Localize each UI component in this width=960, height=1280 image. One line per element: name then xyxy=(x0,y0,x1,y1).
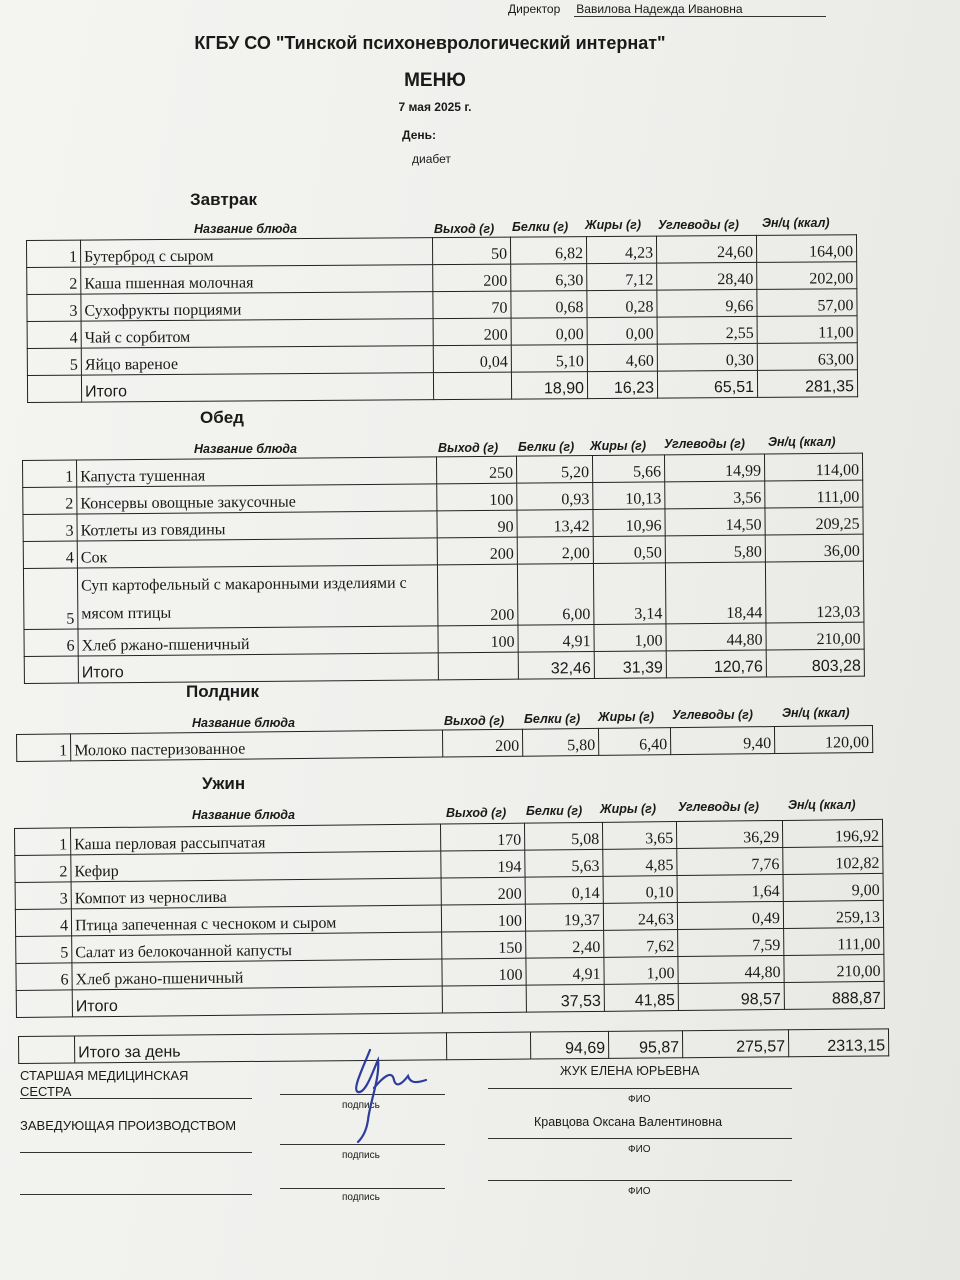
dish-yield: 100 xyxy=(437,483,517,511)
extra-position-line xyxy=(20,1194,252,1195)
col-header-yield: Выход (г) xyxy=(438,441,499,455)
manager-signature-line xyxy=(280,1144,445,1145)
dish-protein: 13,42 xyxy=(517,510,593,538)
row-number: 5 xyxy=(27,348,81,375)
dish-energy: 209,25 xyxy=(765,507,863,535)
col-header-fat: Жиры (г) xyxy=(598,710,655,724)
dish-fat: 10,96 xyxy=(593,509,665,537)
col-header-fat: Жиры (г) xyxy=(600,802,657,816)
row-number: 6 xyxy=(16,963,72,991)
dish-yield: 200 xyxy=(433,318,511,346)
menu-date: 7 мая 2025 г. xyxy=(398,100,472,114)
total-protein: 18,90 xyxy=(511,372,587,400)
dish-name: Котлеты из говядины xyxy=(77,511,437,541)
dish-protein: 0,00 xyxy=(511,318,587,346)
dish-fat: 3,14 xyxy=(593,563,666,625)
extra-fio-line xyxy=(488,1180,792,1181)
dish-protein: 5,20 xyxy=(516,456,592,484)
table-row xyxy=(23,561,864,629)
row-number: 3 xyxy=(27,294,81,321)
col-header-carbs: Углеводы (г) xyxy=(664,437,745,451)
dish-protein: 5,08 xyxy=(524,822,602,850)
dish-carbs: 0,30 xyxy=(657,343,757,371)
dish-energy: 63,00 xyxy=(757,343,857,371)
total-label: Итого xyxy=(78,653,438,683)
dish-yield: 200 xyxy=(437,537,517,565)
dish-energy: 196,92 xyxy=(782,819,882,847)
diet-type: диабет xyxy=(412,152,451,166)
dish-energy: 210,00 xyxy=(766,622,864,650)
dish-yield: 194 xyxy=(441,850,525,878)
dinner-rows xyxy=(15,819,885,1017)
dish-carbs: 7,59 xyxy=(678,928,784,956)
handwritten-signature xyxy=(340,1030,430,1145)
dish-carbs: 5,80 xyxy=(665,535,765,563)
col-header-name: Название блюда xyxy=(194,222,297,236)
dish-fat: 0,28 xyxy=(587,290,657,317)
dish-protein: 4,91 xyxy=(526,957,604,985)
dish-name: Молоко пастеризованное xyxy=(71,730,443,761)
dish-energy: 111,00 xyxy=(765,480,863,508)
dish-energy: 11,00 xyxy=(757,316,857,344)
dish-carbs: 24,60 xyxy=(656,235,756,263)
dish-protein: 5,80 xyxy=(522,728,598,756)
dish-protein: 0,14 xyxy=(525,876,603,904)
col-header-energy: Эн/ц (ккал) xyxy=(788,798,856,812)
row-number: 1 xyxy=(27,240,81,267)
dish-carbs: 2,55 xyxy=(657,316,757,344)
dish-yield: 150 xyxy=(442,931,526,959)
col-header-energy: Эн/ц (ккал) xyxy=(762,216,830,230)
col-header-name: Название блюда xyxy=(192,716,295,730)
dish-fat: 0,00 xyxy=(587,317,657,344)
total-protein: 37,53 xyxy=(526,984,604,1012)
dish-yield: 200 xyxy=(441,877,525,905)
nurse-fio-caption: ФИО xyxy=(628,1094,651,1105)
dish-name: Хлеб ржано-пшеничный xyxy=(78,626,438,656)
dish-fat: 0,10 xyxy=(603,876,677,904)
dish-fat: 4,85 xyxy=(603,849,677,877)
total-yield xyxy=(438,652,518,680)
nurse-name: ЖУК ЕЛЕНА ЮРЬЕВНА xyxy=(560,1064,700,1078)
total-label: Итого xyxy=(72,986,442,1017)
total-carbs: 65,51 xyxy=(657,370,757,398)
dish-fat: 3,65 xyxy=(602,822,676,850)
col-header-protein: Белки (г) xyxy=(524,712,581,726)
dish-carbs: 7,76 xyxy=(677,847,783,875)
dish-fat: 4,23 xyxy=(586,236,656,263)
dish-fat: 6,40 xyxy=(598,728,670,756)
row-number: 1 xyxy=(15,828,71,856)
total-yield xyxy=(442,985,526,1013)
dish-name: Яйцо вареное xyxy=(81,346,433,375)
dish-carbs: 3,56 xyxy=(665,481,765,509)
snack-table xyxy=(16,725,873,762)
dish-yield: 250 xyxy=(436,456,516,484)
total-fat: 41,85 xyxy=(604,984,678,1012)
dish-protein: 19,37 xyxy=(525,903,603,931)
dish-energy: 111,00 xyxy=(784,927,884,955)
dish-name: Хлеб ржано-пшеничный xyxy=(72,959,442,990)
nurse-fio-line xyxy=(488,1088,792,1089)
dish-name: Кефир xyxy=(71,851,441,882)
dish-protein: 5,10 xyxy=(511,345,587,373)
dish-carbs: 44,80 xyxy=(678,955,784,983)
day-label: День: xyxy=(402,128,436,142)
dish-carbs: 14,50 xyxy=(665,508,765,536)
manager-sign-caption: подпись xyxy=(342,1150,380,1161)
dish-fat: 0,50 xyxy=(593,536,665,564)
dish-energy: 114,00 xyxy=(764,453,862,481)
dish-carbs: 36,29 xyxy=(676,820,782,848)
row-number: 2 xyxy=(15,855,71,883)
dish-protein: 6,30 xyxy=(511,264,587,292)
dish-carbs: 28,40 xyxy=(657,262,757,290)
col-header-fat: Жиры (г) xyxy=(585,218,642,232)
page-title: МЕНЮ xyxy=(404,70,466,91)
row-number: 3 xyxy=(15,882,71,910)
nurse-label: СТАРШАЯ МЕДИЦИНСКАЯ СЕСТРА xyxy=(20,1068,189,1099)
dish-energy: 259,13 xyxy=(783,900,883,928)
col-header-name: Название блюда xyxy=(194,442,297,456)
meal-title-dinner: Ужин xyxy=(202,774,246,793)
lunch-table xyxy=(22,453,865,684)
dish-name: Каша пшенная молочная xyxy=(81,265,433,294)
dish-energy: 36,00 xyxy=(765,534,863,562)
row-number xyxy=(16,990,72,1018)
row-number: 4 xyxy=(15,909,71,937)
dish-yield: 200 xyxy=(433,264,511,292)
total-energy: 281,35 xyxy=(757,370,857,398)
dish-energy: 9,00 xyxy=(783,873,883,901)
table-row xyxy=(17,726,873,762)
dish-yield: 100 xyxy=(438,625,518,653)
lunch-rows xyxy=(23,453,865,683)
dish-carbs: 9,40 xyxy=(670,727,774,755)
director-line xyxy=(508,2,826,17)
dish-yield: 70 xyxy=(433,291,511,319)
dinner-table xyxy=(14,819,885,1018)
dish-fat: 1,00 xyxy=(604,957,678,985)
day-total-table xyxy=(18,1028,889,1064)
dish-yield: 100 xyxy=(441,904,525,932)
dish-name: Компот из чернослива xyxy=(71,878,441,909)
dish-yield: 200 xyxy=(442,729,522,757)
total-energy: 803,28 xyxy=(766,649,864,677)
col-header-name: Название блюда xyxy=(192,808,295,822)
dish-yield: 90 xyxy=(437,510,517,538)
dish-yield: 200 xyxy=(437,564,518,626)
dish-fat: 24,63 xyxy=(603,903,677,931)
col-header-energy: Эн/ц (ккал) xyxy=(768,435,836,449)
manager-name: Кравцова Оксана Валентиновна xyxy=(534,1115,723,1129)
day-total-carbs: 275,57 xyxy=(682,1030,788,1058)
dish-yield: 0,04 xyxy=(433,345,511,373)
dish-yield: 100 xyxy=(442,958,526,986)
dish-fat: 4,60 xyxy=(587,344,657,371)
meal-title-lunch: Обед xyxy=(200,408,244,427)
dish-energy: 123,03 xyxy=(765,561,864,623)
col-header-yield: Выход (г) xyxy=(446,806,507,820)
day-total-fat: 95,87 xyxy=(608,1031,682,1059)
dish-name: Каша перловая рассыпчатая xyxy=(71,824,441,855)
dish-carbs: 14,99 xyxy=(664,454,764,482)
manager-fio-caption: ФИО xyxy=(628,1144,651,1155)
total-carbs: 98,57 xyxy=(678,982,784,1010)
day-total-yield xyxy=(446,1032,530,1060)
dish-protein: 2,00 xyxy=(517,537,593,565)
dish-carbs: 0,49 xyxy=(677,901,783,929)
total-fat: 16,23 xyxy=(587,371,657,398)
director-label: Директор xyxy=(508,2,561,16)
dish-energy: 202,00 xyxy=(757,262,857,290)
dish-protein: 2,40 xyxy=(526,930,604,958)
dish-energy: 164,00 xyxy=(756,235,856,263)
dish-protein: 5,63 xyxy=(525,849,603,877)
col-header-yield: Выход (г) xyxy=(434,222,495,236)
extra-sign-caption: подпись xyxy=(342,1192,380,1203)
dish-name: Капуста тушенная xyxy=(77,457,437,487)
dish-protein: 0,93 xyxy=(517,483,593,511)
breakfast-rows xyxy=(27,235,858,403)
dish-name: Сок xyxy=(77,538,437,568)
meal-title-breakfast: Завтрак xyxy=(190,190,258,209)
dish-name: Чай с сорбитом xyxy=(81,319,433,348)
director-name: Вавилова Надежда Ивановна xyxy=(574,2,826,17)
dish-name: Сухофрукты порциями xyxy=(81,292,433,321)
snack-rows xyxy=(17,726,873,762)
dish-name: Птица запеченная с чесноком и сыром xyxy=(71,905,441,936)
dish-protein: 4,91 xyxy=(518,625,594,653)
dish-name: Консервы овощные закусочные xyxy=(77,484,437,514)
extra-signature-line xyxy=(280,1188,445,1189)
row-number: 1 xyxy=(23,460,77,487)
col-header-yield: Выход (г) xyxy=(444,714,505,728)
row-number xyxy=(27,375,81,402)
row-number: 4 xyxy=(27,321,81,348)
col-header-carbs: Углеводы (г) xyxy=(678,800,759,814)
dish-energy: 120,00 xyxy=(774,726,872,754)
dish-yield: 50 xyxy=(432,237,510,265)
col-header-carbs: Углеводы (г) xyxy=(658,218,739,232)
total-carbs: 120,76 xyxy=(666,650,766,678)
row-number: 5 xyxy=(23,568,78,629)
dish-protein: 6,00 xyxy=(517,564,594,626)
row-number: 2 xyxy=(23,487,77,514)
dish-energy: 57,00 xyxy=(757,289,857,317)
breakfast-table xyxy=(26,234,858,403)
dish-name: Бутерброд с сыром xyxy=(81,238,433,267)
total-label: Итого xyxy=(81,373,433,402)
row-number: 3 xyxy=(23,514,77,541)
total-protein: 32,46 xyxy=(518,652,594,680)
dish-yield: 170 xyxy=(440,823,524,851)
row-number: 4 xyxy=(23,541,77,568)
row-number: 1 xyxy=(17,734,71,762)
dish-fat: 10,13 xyxy=(593,482,665,510)
dish-carbs: 44,80 xyxy=(666,623,766,651)
total-energy: 888,87 xyxy=(784,981,884,1009)
dish-carbs: 9,66 xyxy=(657,289,757,317)
dish-fat: 5,66 xyxy=(592,455,664,483)
dish-fat: 7,62 xyxy=(604,930,678,958)
day-total-protein: 94,69 xyxy=(530,1031,608,1059)
manager-position-line xyxy=(20,1152,252,1153)
dish-fat: 1,00 xyxy=(594,624,666,652)
day-total-energy: 2313,15 xyxy=(788,1029,888,1057)
row-number xyxy=(24,656,78,683)
total-fat: 31,39 xyxy=(594,651,666,679)
col-header-protein: Белки (г) xyxy=(526,804,583,818)
nurse-sign-caption: подпись xyxy=(342,1100,380,1111)
manager-fio-line xyxy=(488,1138,792,1139)
col-header-protein: Белки (г) xyxy=(518,440,575,454)
dish-name: Салат из белокочанной капусты xyxy=(72,932,442,963)
dish-protein: 6,82 xyxy=(510,237,586,265)
row-number: 6 xyxy=(24,629,78,656)
row-number: 2 xyxy=(27,267,81,294)
col-header-protein: Белки (г) xyxy=(512,220,569,234)
day-total-label: Итого за день xyxy=(75,1033,447,1063)
col-header-energy: Эн/ц (ккал) xyxy=(782,706,850,720)
total-row xyxy=(27,370,857,403)
row-number xyxy=(19,1036,75,1063)
day-total-row xyxy=(19,1029,889,1064)
row-number: 5 xyxy=(16,936,72,964)
dish-energy: 210,00 xyxy=(784,954,884,982)
dish-carbs: 1,64 xyxy=(677,874,783,902)
nurse-position-line xyxy=(20,1098,252,1099)
organization-name: КГБУ СО "Тинской психоневрологический интернат" xyxy=(194,33,666,53)
dish-carbs: 18,44 xyxy=(665,562,766,624)
extra-fio-caption: ФИО xyxy=(628,1186,651,1197)
dish-fat: 7,12 xyxy=(587,263,657,290)
total-yield xyxy=(433,372,511,400)
manager-label: ЗАВЕДУЮЩАЯ ПРОИЗВОДСТВОМ xyxy=(20,1118,237,1133)
dish-protein: 0,68 xyxy=(511,291,587,319)
dish-energy: 102,82 xyxy=(783,846,883,874)
meal-title-snack: Полдник xyxy=(186,682,259,701)
col-header-carbs: Углеводы (г) xyxy=(672,708,753,722)
col-header-fat: Жиры (г) xyxy=(590,439,647,453)
dish-name: Суп картофельный с макаронными изделиями с мясом птицы xyxy=(77,565,438,629)
